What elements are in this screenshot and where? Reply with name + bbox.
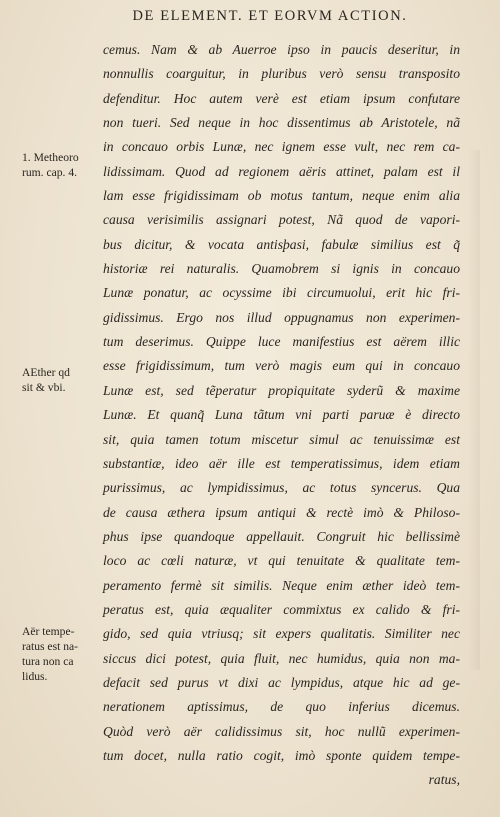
text-line: sit, quia tamen totum miscetur simul ac tenuissimæ est <box>103 431 460 447</box>
text-line: phus ipse quandoque appellauit. Congruit hic bellissimè <box>103 528 460 544</box>
page-edge-shadow <box>468 150 480 670</box>
text-line: esse frigidissimum, tum verò magis eum qui in concauo <box>103 358 460 374</box>
text-line: tum docet, nulla ratio cogit, imò sponte quidem tempe- <box>103 747 460 763</box>
text-line: historiæ rei naturalis. Quamobrem si ignis in concauo <box>103 261 460 277</box>
text-line: cemus. Nam & ab Auerroe ipso in paucis deseritur, in <box>103 42 460 57</box>
margin-note-line: tura non ca <box>22 655 74 668</box>
text-line: non tueri. Sed neque in hoc dissentimus ab Aristotele, nã <box>103 115 460 131</box>
margin-note-metheororum <box>22 150 104 180</box>
text-line: nerationem aptissimus, de quo inferius dicemus. <box>103 699 460 715</box>
margin-note-line: rum. cap. 4. <box>22 166 78 179</box>
text-line: in concauo orbis Lunæ, nec ignem esse vult, nec rem ca- <box>103 139 460 155</box>
text-line: nonnullis coarguitur, in pluribus verò sensu transposito <box>103 66 460 82</box>
text-line: gidissimus. Ergo nos illud oppugnamus non experimen- <box>103 309 460 325</box>
running-header: DE ELEMENT. ET EORVM ACTION. <box>132 8 408 24</box>
text-line: lam esse frigidissimam ob motus tantum, neque enim alia <box>103 188 460 204</box>
margin-note-line: Aër tempe- <box>22 625 75 638</box>
text-line: peramento fermè sit similis. Neque enim æther ideò tem- <box>103 577 460 593</box>
margin-note-line: 1. Metheoro <box>22 151 79 164</box>
margin-note-line: ratus est na- <box>22 640 79 653</box>
text-line-catchword: ratus, <box>428 772 460 788</box>
text-line: Lunæ est, sed tẽperatur propiquitate syderũ & maxime <box>103 382 460 398</box>
text-line: Lunæ. Et quanq̃ Luna tãtum vni parti paruæ è directo <box>103 407 460 423</box>
text-line: Quòd verò aër calidissimus sit, hoc nullũ experimen- <box>103 723 460 739</box>
margin-note-aether <box>22 365 104 395</box>
text-line: loco ac cœli naturæ, vt qui tenuitate & qualitate tem- <box>103 553 460 569</box>
text-line: bus dicitur, & vocata antisþasi, fabulæ similius est q̃ <box>103 236 460 252</box>
text-line: substantiæ, ideo aër ille est temperatissimus, idem etiam <box>103 455 460 471</box>
text-line: gido, sed quia vtriusq; sit expers qualitatis. Similiter nec <box>103 626 460 642</box>
text-line: de causa æthera ipsum antiqui & rectè imò & Philoso- <box>103 504 460 520</box>
margin-note-line: sit & vbi. <box>22 381 66 394</box>
text-line: Lunæ ponatur, ac ocyssime ibi circumuolui, erit hic fri- <box>103 285 460 301</box>
text-line: tum deserimus. Quippe luce manifestius est aërem illic <box>103 334 460 350</box>
margin-note-line: lidus. <box>22 670 48 683</box>
text-line: peratus est, quia æqualiter commixtus ex calido & fri- <box>103 601 460 617</box>
main-text-column <box>103 38 460 793</box>
text-line: siccus dici potest, quia fluit, nec humidus, quia non ma- <box>103 650 460 666</box>
text-line: causa verisimilis assignari potest, Nã quod de vapori- <box>103 212 460 228</box>
text-line: defacit sed purus vt dixi ac lympidus, atque hic ad ge- <box>103 674 460 690</box>
text-line: defenditur. Hoc autem verè est etiam ipsum confutare <box>103 90 460 106</box>
text-line: lidissimam. Quod ad regionem aëris attinet, palam est il <box>103 163 460 179</box>
text-line: purissimus, ac lympidissimus, ac totus syncerus. Qua <box>103 480 460 496</box>
margin-note-aer-temperatus <box>22 624 104 684</box>
margin-note-line: AEther qd <box>22 366 70 379</box>
